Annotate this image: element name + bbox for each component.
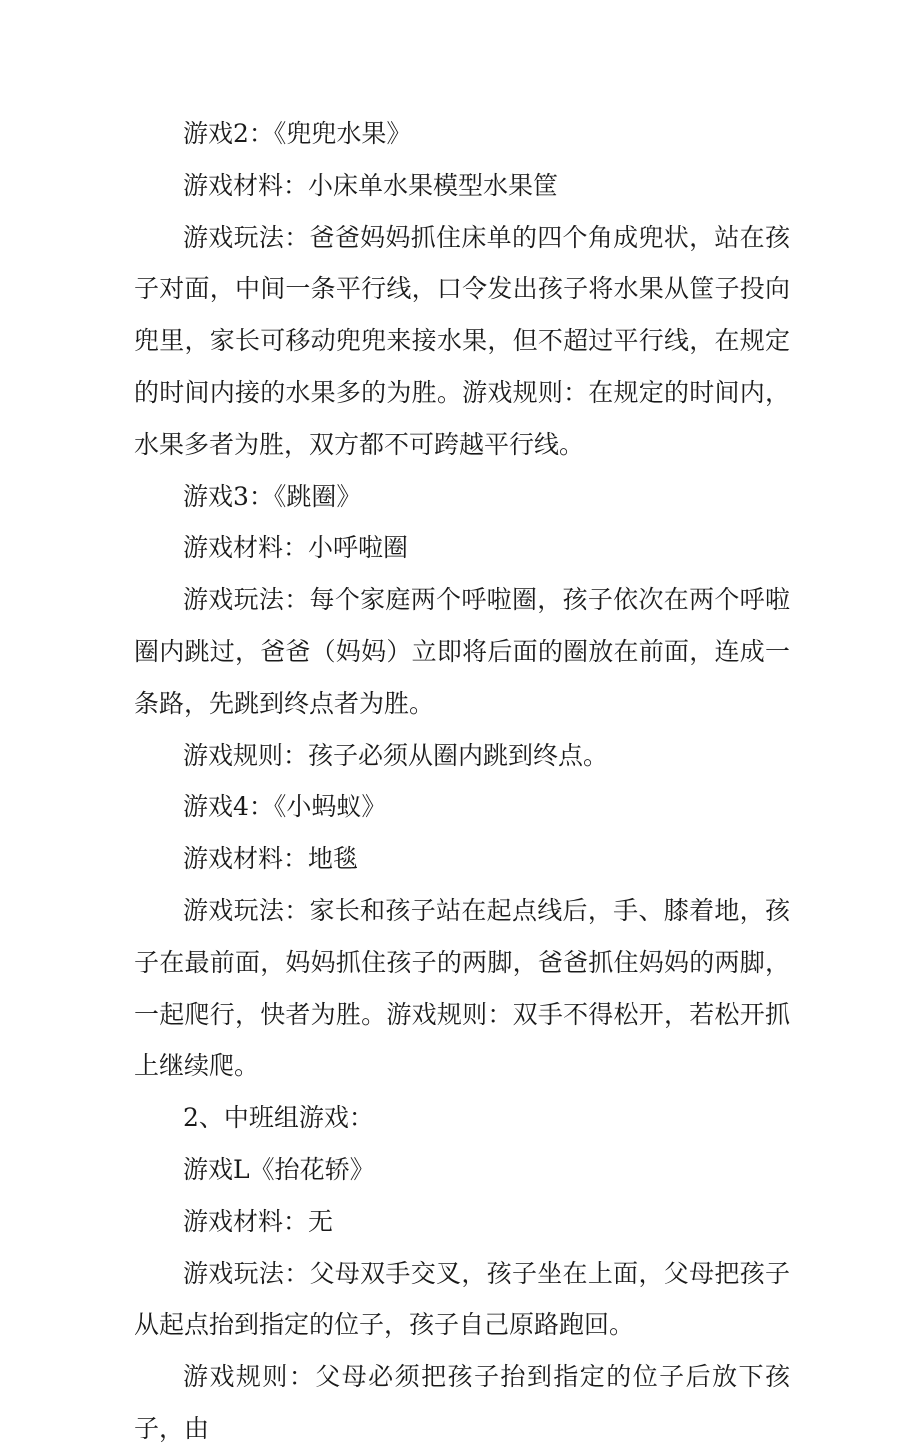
game4-title: 游戏4：《小蚂蚁》 [183, 792, 387, 822]
game2-title: 游戏2：《兜兜水果》 [183, 119, 412, 148]
game3-play: 游戏玩法：每个家庭两个呼啦圈，孩子依次在两个呼啦圈内跳过，爸爸（妈妈）立即将后面的圈放在前面，连成一条路，先跳到终点者为胜。 [134, 585, 790, 718]
game4-materials: 游戏材料：地毯 [183, 844, 359, 874]
game3-title: 游戏3：《跳圈》 [183, 481, 362, 511]
game3-materials: 游戏材料：小呼啦圈 [183, 533, 409, 563]
middle-class-heading: 2、中班组游戏： [183, 1103, 374, 1133]
game3-rules: 游戏规则：孩子必须从圈内跳到终点。 [183, 740, 609, 770]
middle-game1-play: 游戏玩法：父母双手交叉，孩子坐在上面，父母把孩子从起点抬到指定的位子，孩子自己原路跑回。 [134, 1258, 790, 1340]
middle-game1-title: 游戏L《抬花轿》 [183, 1154, 375, 1184]
game2-materials: 游戏材料：小床单水果模型水果筐 [183, 170, 559, 200]
game4-play-and-rules: 游戏玩法：家长和孩子站在起点线后，手、膝着地，孩子在最前面，妈妈抓住孩子的两脚，爸爸抓住妈妈的两脚，一起爬行，快者为胜。游戏规则：双手不得松开，若松开抓上继续爬。 [134, 895, 790, 1081]
middle-game1-materials: 游戏材料：无 [183, 1206, 334, 1236]
document-body [134, 108, 790, 1455]
game2-rules-and-play: 游戏玩法：爸爸妈妈抓住床单的四个角成兜状，站在孩子对面，中间一条平行线，口令发出孩子将水果从筐子投向兜里，家长可移动兜兜来接水果，但不超过平行线，在规定的时间内接的水果多的为胜。游戏规则：在规定的时间内，水果多者为胜，双方都不可跨越平行线。 [134, 222, 790, 459]
middle-game1-rules: 游戏规则：父母必须把孩子抬到指定的位子后放下孩子，由 [134, 1362, 790, 1443]
